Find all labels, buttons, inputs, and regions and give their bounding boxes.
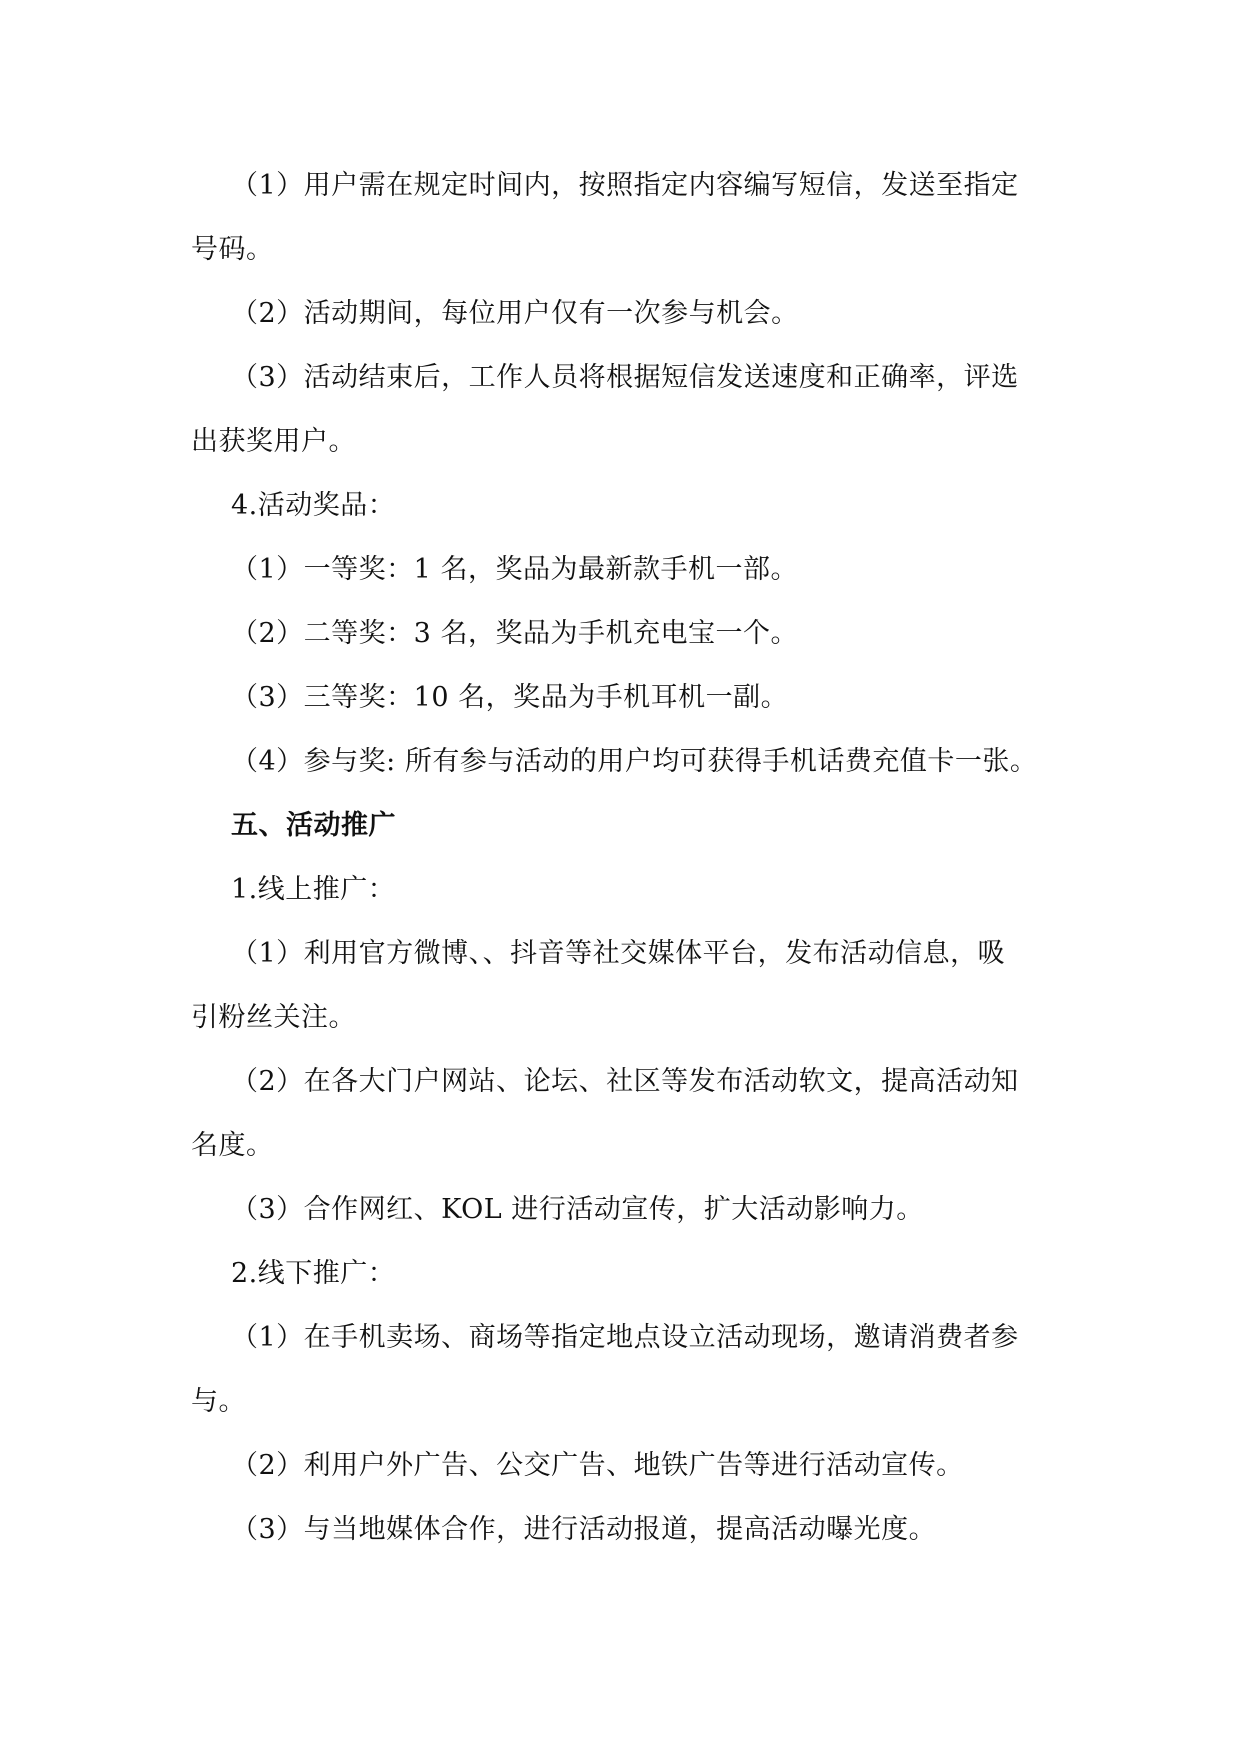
paragraph-rule-3-continued: 出获奖用户。 <box>191 426 356 457</box>
paragraph-online-2: （2）在各大门户网站、论坛、社区等发布活动软文，提高活动知 <box>231 1066 1019 1097</box>
subheading-online-promotion: 1.线上推广： <box>231 874 396 905</box>
paragraph-prize-4: （4）参与奖: 所有参与活动的用户均可获得手机话费充值卡一张。 <box>231 746 1038 777</box>
paragraph-prize-3: （3）三等奖：10 名，奖品为手机耳机一副。 <box>231 682 789 713</box>
paragraph-rule-1-continued: 号码。 <box>191 234 274 265</box>
subheading-offline-promotion: 2.线下推广： <box>231 1258 396 1289</box>
paragraph-prize-1: （1）一等奖：1 名，奖品为最新款手机一部。 <box>231 554 798 585</box>
paragraph-online-1-continued: 引粉丝关注。 <box>191 1002 356 1033</box>
paragraph-offline-1-continued: 与。 <box>191 1386 246 1417</box>
paragraph-offline-2: （2）利用户外广告、公交广告、地铁广告等进行活动宣传。 <box>231 1450 964 1481</box>
subheading-prizes: 4.活动奖品： <box>231 490 396 521</box>
paragraph-rule-3: （3）活动结束后，工作人员将根据短信发送速度和正确率，评选 <box>231 362 1019 393</box>
document-body <box>191 154 1051 1562</box>
paragraph-rule-2: （2）活动期间，每位用户仅有一次参与机会。 <box>231 298 799 329</box>
paragraph-online-3: （3）合作网红、KOL 进行活动宣传，扩大活动影响力。 <box>231 1194 924 1225</box>
paragraph-prize-2: （2）二等奖：3 名，奖品为手机充电宝一个。 <box>231 618 798 649</box>
paragraph-offline-3: （3）与当地媒体合作，进行活动报道，提高活动曝光度。 <box>231 1514 937 1545</box>
paragraph-offline-1: （1）在手机卖场、商场等指定地点设立活动现场，邀请消费者参 <box>231 1322 1019 1353</box>
paragraph-online-2-continued: 名度。 <box>191 1130 274 1161</box>
paragraph-rule-1: （1）用户需在规定时间内，按照指定内容编写短信，发送至指定 <box>231 170 1019 201</box>
paragraph-online-1: （1）利用官方微博、、抖音等社交媒体平台，发布活动信息，吸 <box>231 938 1006 969</box>
section-heading-promotion: 五、活动推广 <box>231 810 396 841</box>
